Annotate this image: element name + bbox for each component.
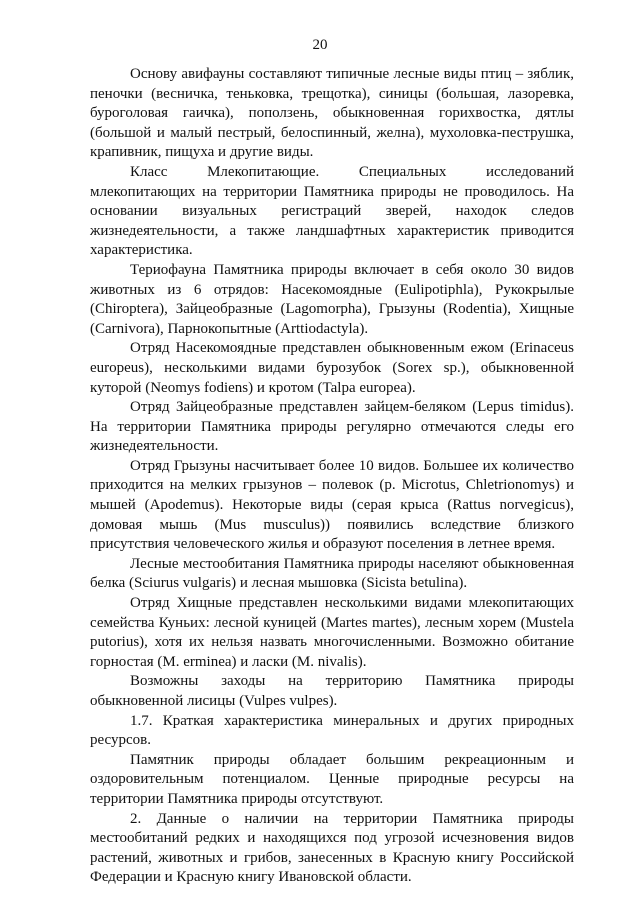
paragraph-birds: Основу авифауны составляют типичные лесные виды птиц – зяблик, пеночки (весничка, теньковка, трещотка), синицы (большая, лазоревка, буроголовая гаичка), поползень, обыкновенная горихвостка, дятлы (большой и малый пестрый, белоспинный, желна), мухоловка-пеструшка, крапивник, пищуха и другие виды. bbox=[90, 66, 574, 161]
paragraph-forest-habitats: Лесные местообитания Памятника природы населяют обыкновенная белка (Sciurus vulgaris) и лесная мышовка (Sicista betulina). bbox=[90, 555, 574, 592]
section-heading-1-7: 1.7. Краткая характеристика минеральных и других природных ресурсов. bbox=[90, 712, 574, 749]
paragraph-rodents: Отряд Грызуны насчитывает более 10 видов. Большее их количество приходится на мелких грызунов – полевок (р. Microtus, Chletrionomys) и мышей (Apodemus). Некоторые виды (серая крыса (Rattus norvegicus), домовая мышь (Mus musculus)) появились вследствие близкого присутствия человеческого жилья и образуют поселения в летнее время. bbox=[90, 457, 574, 553]
paragraph-carnivores: Отряд Хищные представлен несколькими видами млекопитающих семейства Куньих: лесной куницей (Martes martes), лесным хорем (Mustela putorius), хотя их нельзя назвать многочисленными. Возможно обитание горностая (M. erminea) и ласки (M. nivalis). bbox=[90, 595, 574, 670]
document-body bbox=[90, 65, 574, 888]
paragraph-mammals-class: Класс Млекопитающие. Специальных исследований млекопитающих на территории Памятника природы не проводилось. На основании визуальных регистраций зверей, находок следов жизнедеятельности, а также ландшафтных характеристик приводится характеристика. bbox=[90, 163, 574, 259]
page-number: 20 bbox=[312, 37, 328, 53]
paragraph-lagomorphs: Отряд Зайцеобразные представлен зайцем-беляком (Lepus timidus). На территории Памятника природы регулярно отмечаются следы его жизнедеятельности. bbox=[90, 399, 574, 455]
section-heading-2: 2. Данные о наличии на территории Памятника природы местообитаний редких и находящихся под угрозой исчезновения видов растений, животных и грибов, занесенных в Красную книгу Российской Федерации и Красную книгу Ивановской области. bbox=[90, 810, 574, 886]
paragraph-fox: Возможны заходы на территорию Памятника природы обыкновенной лисицы (Vulpes vulpes). bbox=[90, 673, 574, 709]
paragraph-theriofauna: Териофауна Памятника природы включает в себя около 30 видов животных из 6 отрядов: Насекомоядные (Eulipotiphla), Рукокрылые (Chiroptera), Зайцеобразные (Lagomorpha), Грызуны (Rodentia), Хищные (Carnivora), Парнокопытные (Arttiodactyla). bbox=[90, 261, 574, 337]
paragraph-recreation: Памятник природы обладает большим рекреационным и оздоровительным потенциалом. Ценные природные ресурсы на территории Памятника природы отсутствуют. bbox=[90, 751, 574, 807]
paragraph-insectivores: Отряд Насекомоядные представлен обыкновенным ежом (Erinaceus europeus), несколькими видами бурозубок (Sorex sp.), обыкновенной куторой (Neomys fodiens) и кротом (Talpa europea). bbox=[90, 340, 574, 396]
